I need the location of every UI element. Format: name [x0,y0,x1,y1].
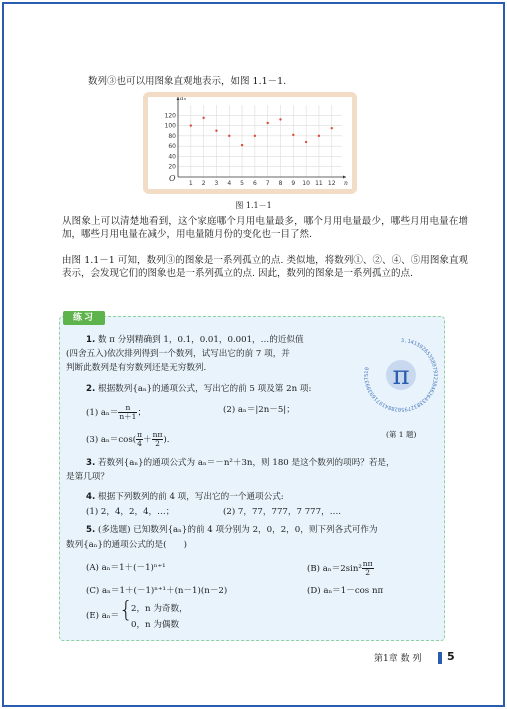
q2-a3-numerator1: π [137,430,143,439]
q3-text: 若数列{aₙ}的通项公式为 aₙ＝－n²＋3n，则 180 是这个数列的项吗？若是， [97,458,395,468]
y-tick-label: 40 [168,153,176,161]
data-point [292,134,294,136]
q2-number: 2. [86,384,96,394]
q2-a3-lhs: (3) aₙ＝cos( [86,435,137,445]
data-point [266,122,268,124]
x-tick-label: 4 [227,180,232,187]
data-point [279,118,281,120]
figure-caption: 图 1.1－1 [235,201,272,210]
pi-digits: 3.14159265358979323846264338327950288419716939937510 [363,337,438,413]
q3-line2: 是第几项？ [66,472,109,482]
q5-option-e-case2: 0，n 为偶数 [131,620,180,630]
q2-a1-lhs: (1) aₙ＝ [86,408,119,418]
q1-text: 数 π 分别精确到 1，0.1，0.01，0.001，…的近似值 [97,335,304,345]
data-point [254,135,256,137]
scatter-chart [143,92,357,194]
origin-label: O [169,174,176,183]
chapter-title: 第1章 数 列 [374,654,422,664]
data-point [190,124,192,126]
q1-figure-caption: (第 1 题) [386,430,417,439]
q2-a3-end: ). [163,435,170,445]
y-axis-label: aₙ [180,97,187,102]
q5-option-c: (C) aₙ＝1＋(－1)ⁿ⁺¹＋(n－1)(n－2) [86,586,228,596]
q5-line1 [86,524,378,536]
data-point [215,130,217,132]
paragraph-2: 由图 1.1－1 可知，数列③的图象是一系列孤立的点. 类似地，将数列①、②、④、⑤用图象直观表示，会发现它们的图象也是一系列孤立的点. 因此，数列的图象是一系列孤立的点. [62,255,468,280]
q2-text: 根据数列{aₙ}的通项公式，写出它的前 5 项及第 2n 项: [97,384,312,394]
exercise-tab: 练习 [63,311,105,325]
data-point [318,135,320,137]
data-point [202,117,204,119]
x-tick-label: 7 [265,180,270,187]
q1-line3: 判断此数列是有穷数列还是无穷数列. [66,363,207,373]
q2-line1 [86,383,311,395]
q2-a3-fraction1 [136,431,143,448]
q5-b-fraction [362,560,374,577]
scatter-chart-svg [148,97,352,189]
data-point [331,127,333,129]
q2-a1-end: ； [137,408,147,418]
pi-symbol: π [392,361,410,391]
q2-a3-numerator2: nπ [152,430,163,439]
data-point [305,141,307,143]
x-tick-label: 10 [302,180,310,187]
q2-a3-denominator2: 2 [155,439,160,448]
q4-part2: (2) 7，77，777，7 777，…. [223,507,342,517]
x-tick-label: 12 [327,180,336,187]
x-tick-label: 6 [252,180,257,187]
q2-part1 [86,404,146,421]
x-tick-label: 5 [240,180,244,187]
q4-part1: (1) 2，4，2，4，…； [86,507,175,517]
page-number: 5 [447,650,455,663]
q5-option-d: (D) aₙ＝1－cos nπ [307,586,384,596]
y-tick-label: 80 [168,132,176,140]
x-tick-label: 1 [188,180,193,187]
x-axis-arrow [343,176,346,179]
q5-number: 5. [86,525,96,535]
x-tick-label: 9 [291,180,296,187]
x-axis-label: n [344,180,348,187]
q5-b-denominator: 2 [365,568,371,577]
q5-b-lhs: (B) aₙ＝2sin² [307,564,362,574]
q5-option-b [307,560,374,577]
paragraph-1: 从图象上可以清楚地看到，这个家庭哪个月用电量最多，哪个月用电量最少，哪些月用电量在增加，哪些月用电量在减少，用电量随月份的变化也一目了然. [62,216,468,241]
q5-option-e-brace: { [119,598,133,623]
q2-a1-denominator: n＋1 [119,412,137,421]
q1-line2: (四舍五入)依次排列得到一个数列，试写出它的前 7 项，并 [66,349,290,359]
y-tick-label: 100 [164,122,176,130]
q3-number: 3. [86,458,96,468]
q2-part3 [86,431,170,448]
y-tick-label: 60 [168,143,176,151]
x-tick-label: 2 [201,180,206,187]
intro-line: 数列③也可以用图象直观地表示，如图 1.1－1. [88,76,287,87]
y-tick-label: 120 [164,112,176,120]
q2-a1-numerator: n [118,404,137,413]
q4-text: 根据下列数列的前 4 项，写出它的一个通项公式: [97,492,284,502]
x-tick-label: 8 [278,180,283,187]
q1-line1 [86,334,304,346]
q5-option-e-lhs: (E) aₙ＝ [86,611,120,621]
q5-line2: 数列{aₙ}的通项公式的是( ) [66,540,188,550]
x-tick-label: 11 [315,180,323,187]
x-tick-label: 3 [214,180,219,187]
q3-line1 [86,457,395,469]
q4-number: 4. [86,492,96,502]
footer-accent-bar [438,652,442,664]
q5-option-a: (A) aₙ＝1＋(－1)ⁿ⁺¹ [86,563,166,573]
q4-line1 [86,491,284,503]
y-tick-label: 20 [168,163,176,171]
q2-a3-denominator1: 4 [137,439,142,448]
q2-a3-fraction2 [152,431,164,448]
q2-a1-fraction [118,404,137,421]
q5-option-e-case1: 2，n 为奇数， [131,604,188,614]
q1-number: 1. [86,335,96,345]
pi-spiral-illustration [360,332,442,426]
data-point [228,135,230,137]
q5-text: (多选题) 已知数列{aₙ}的前 4 项分别为 2，0，2，0，则下列各式可作为 [97,525,378,535]
q2-part2: (2) aₙ＝|2n－5|； [223,405,295,415]
q5-b-numerator: nπ [362,559,373,568]
data-point [241,144,243,146]
q2-a3-plus: ＋ [143,435,152,445]
